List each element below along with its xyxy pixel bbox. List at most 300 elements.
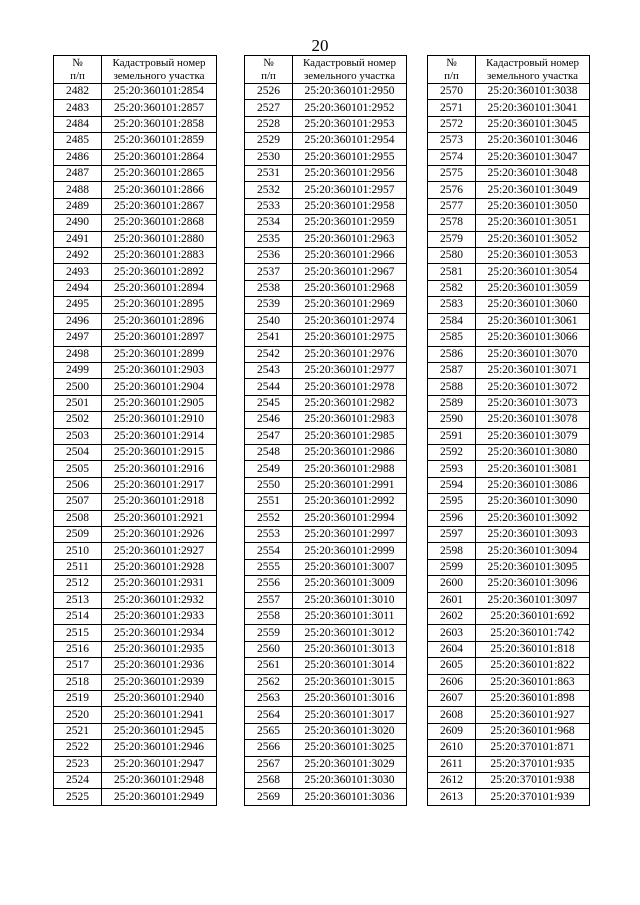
row-number-cell: 2606 [428, 674, 476, 690]
row-number-cell: 2487 [54, 166, 102, 182]
cadastral-number-cell: 25:20:360101:3059 [476, 280, 590, 296]
row-number-cell: 2510 [54, 543, 102, 559]
header-number-line2: п/п [444, 69, 459, 82]
row-number-cell: 2590 [428, 412, 476, 428]
row-number-cell: 2581 [428, 264, 476, 280]
row-number-cell: 2565 [245, 723, 293, 739]
table-row [54, 477, 217, 493]
cadastral-number-cell: 25:20:360101:3072 [476, 379, 590, 395]
row-number-cell: 2528 [245, 116, 293, 132]
row-number-cell: 2553 [245, 526, 293, 542]
table-row [54, 444, 217, 460]
header-cadastral-line2: земельного участка [113, 69, 205, 82]
row-number-cell: 2493 [54, 264, 102, 280]
table-row [245, 444, 407, 460]
cadastral-number-cell: 25:20:360101:3080 [476, 444, 590, 460]
row-number-cell: 2505 [54, 461, 102, 477]
cadastral-number-cell: 25:20:360101:2976 [293, 346, 407, 362]
table-row [428, 461, 590, 477]
cadastral-number-cell: 25:20:360101:2959 [293, 215, 407, 231]
table-row [54, 346, 217, 362]
cadastral-number-cell: 25:20:360101:2866 [102, 182, 217, 198]
cadastral-number-cell: 25:20:360101:2985 [293, 428, 407, 444]
cadastral-number-cell: 25:20:360101:2953 [293, 116, 407, 132]
header-cadastral [293, 56, 407, 84]
table-row [245, 576, 407, 592]
row-number-cell: 2483 [54, 100, 102, 116]
header-cadastral [102, 56, 217, 84]
cadastral-number-cell: 25:20:360101:2956 [293, 166, 407, 182]
table-row [245, 166, 407, 182]
table-row [54, 100, 217, 116]
row-number-cell: 2556 [245, 576, 293, 592]
cadastral-number-cell: 25:20:360101:2895 [102, 297, 217, 313]
cadastral-number-cell: 25:20:360101:2935 [102, 641, 217, 657]
row-number-cell: 2610 [428, 740, 476, 756]
row-number-cell: 2500 [54, 379, 102, 395]
table-row [54, 280, 217, 296]
table-row [54, 723, 217, 739]
cadastral-number-cell: 25:20:360101:3020 [293, 723, 407, 739]
table-row [54, 116, 217, 132]
row-number-cell: 2608 [428, 707, 476, 723]
row-number-cell: 2601 [428, 592, 476, 608]
header-number-line1: № [446, 56, 457, 69]
table-row [428, 756, 590, 772]
row-number-cell: 2544 [245, 379, 293, 395]
cadastral-number-cell: 25:20:360101:3038 [476, 84, 590, 100]
table-row [245, 297, 407, 313]
table-row [54, 526, 217, 542]
cadastral-number-cell: 25:20:360101:863 [476, 674, 590, 690]
row-number-cell: 2555 [245, 559, 293, 575]
cadastral-number-cell: 25:20:360101:2946 [102, 740, 217, 756]
cadastral-number-cell: 25:20:360101:3048 [476, 166, 590, 182]
cadastral-number-cell: 25:20:360101:2927 [102, 543, 217, 559]
cadastral-number-cell: 25:20:360101:2916 [102, 461, 217, 477]
cadastral-number-cell: 25:20:360101:2983 [293, 412, 407, 428]
row-number-cell: 2578 [428, 215, 476, 231]
table-row [428, 297, 590, 313]
row-number-cell: 2568 [245, 773, 293, 789]
table-row [245, 346, 407, 362]
cadastral-number-cell: 25:20:360101:898 [476, 691, 590, 707]
table-row [245, 100, 407, 116]
row-number-cell: 2543 [245, 362, 293, 378]
cadastral-number-cell: 25:20:360101:3090 [476, 494, 590, 510]
row-number-cell: 2572 [428, 116, 476, 132]
table-row [54, 313, 217, 329]
cadastral-table-2 [244, 55, 407, 806]
row-number-cell: 2588 [428, 379, 476, 395]
cadastral-number-cell: 25:20:360101:3061 [476, 313, 590, 329]
table-row [54, 756, 217, 772]
cadastral-number-cell: 25:20:360101:2868 [102, 215, 217, 231]
row-number-cell: 2576 [428, 182, 476, 198]
row-number-cell: 2508 [54, 510, 102, 526]
table-row [245, 609, 407, 625]
cadastral-number-cell: 25:20:360101:3081 [476, 461, 590, 477]
row-number-cell: 2509 [54, 526, 102, 542]
table-row [245, 215, 407, 231]
row-number-cell: 2541 [245, 330, 293, 346]
cadastral-number-cell: 25:20:370101:935 [476, 756, 590, 772]
table-row [245, 248, 407, 264]
table-row [428, 609, 590, 625]
table-row [428, 395, 590, 411]
cadastral-number-cell: 25:20:360101:2954 [293, 133, 407, 149]
header-cadastral-line2: земельного участка [486, 69, 579, 82]
table-row [428, 379, 590, 395]
row-number-cell: 2511 [54, 559, 102, 575]
table-row [245, 658, 407, 674]
table-row [245, 559, 407, 575]
table-row [54, 609, 217, 625]
cadastral-number-cell: 25:20:360101:2934 [102, 625, 217, 641]
cadastral-number-cell: 25:20:360101:3086 [476, 477, 590, 493]
row-number-cell: 2513 [54, 592, 102, 608]
cadastral-number-cell: 25:20:360101:3051 [476, 215, 590, 231]
row-number-cell: 2545 [245, 395, 293, 411]
cadastral-number-cell: 25:20:360101:742 [476, 625, 590, 641]
cadastral-number-cell: 25:20:360101:3036 [293, 789, 407, 805]
table-row [54, 428, 217, 444]
row-number-cell: 2496 [54, 313, 102, 329]
row-number-cell: 2514 [54, 609, 102, 625]
header-cadastral-line1: Кадастровый номер [485, 56, 580, 69]
table-row [245, 691, 407, 707]
row-number-cell: 2485 [54, 133, 102, 149]
cadastral-number-cell: 25:20:360101:2947 [102, 756, 217, 772]
row-number-cell: 2564 [245, 707, 293, 723]
row-number-cell: 2611 [428, 756, 476, 772]
row-number-cell: 2552 [245, 510, 293, 526]
cadastral-number-cell: 25:20:360101:2966 [293, 248, 407, 264]
row-number-cell: 2520 [54, 707, 102, 723]
row-number-cell: 2598 [428, 543, 476, 559]
row-number-cell: 2521 [54, 723, 102, 739]
row-number-cell: 2593 [428, 461, 476, 477]
page-number: 20 [311, 36, 329, 55]
row-number-cell: 2582 [428, 280, 476, 296]
row-number-cell: 2595 [428, 494, 476, 510]
row-number-cell: 2540 [245, 313, 293, 329]
row-number-cell: 2526 [245, 84, 293, 100]
table-row [245, 723, 407, 739]
table-header-row [428, 56, 590, 84]
table-row [428, 166, 590, 182]
table-row [428, 330, 590, 346]
row-number-cell: 2497 [54, 330, 102, 346]
cadastral-number-cell: 25:20:360101:2932 [102, 592, 217, 608]
cadastral-number-cell: 25:20:360101:2859 [102, 133, 217, 149]
cadastral-number-cell: 25:20:360101:2903 [102, 362, 217, 378]
row-number-cell: 2524 [54, 773, 102, 789]
row-number-cell: 2501 [54, 395, 102, 411]
cadastral-number-cell: 25:20:360101:3050 [476, 198, 590, 214]
cadastral-number-cell: 25:20:360101:3094 [476, 543, 590, 559]
cadastral-number-cell: 25:20:360101:2997 [293, 526, 407, 542]
cadastral-number-cell: 25:20:360101:3053 [476, 248, 590, 264]
cadastral-number-cell: 25:20:360101:2958 [293, 198, 407, 214]
cadastral-number-cell: 25:20:360101:927 [476, 707, 590, 723]
header-cadastral-line1: Кадастровый номер [302, 56, 397, 69]
cadastral-number-cell: 25:20:360101:2864 [102, 149, 217, 165]
table-row [428, 592, 590, 608]
row-number-cell: 2489 [54, 198, 102, 214]
cadastral-number-cell: 25:20:360101:3046 [476, 133, 590, 149]
table-row [428, 658, 590, 674]
cadastral-number-cell: 25:20:360101:2867 [102, 198, 217, 214]
table-row [54, 707, 217, 723]
cadastral-number-cell: 25:20:360101:3095 [476, 559, 590, 575]
cadastral-number-cell: 25:20:360101:2905 [102, 395, 217, 411]
table-row [245, 740, 407, 756]
header-number-line2: п/п [70, 69, 85, 82]
cadastral-number-cell: 25:20:360101:2915 [102, 444, 217, 460]
table-row [428, 494, 590, 510]
table-row [245, 592, 407, 608]
row-number-cell: 2554 [245, 543, 293, 559]
row-number-cell: 2586 [428, 346, 476, 362]
row-number-cell: 2605 [428, 658, 476, 674]
table-row [245, 231, 407, 247]
table-row [428, 543, 590, 559]
cadastral-number-cell: 25:20:360101:2969 [293, 297, 407, 313]
table-row [54, 84, 217, 100]
table-row [245, 379, 407, 395]
cadastral-number-cell: 25:20:360101:3093 [476, 526, 590, 542]
table-row [54, 576, 217, 592]
cadastral-number-cell: 25:20:360101:3096 [476, 576, 590, 592]
cadastral-number-cell: 25:20:360101:2918 [102, 494, 217, 510]
row-number-cell: 2492 [54, 248, 102, 264]
row-number-cell: 2491 [54, 231, 102, 247]
row-number-cell: 2602 [428, 609, 476, 625]
row-number-cell: 2613 [428, 789, 476, 805]
row-number-cell: 2546 [245, 412, 293, 428]
cadastral-number-cell: 25:20:360101:822 [476, 658, 590, 674]
cadastral-number-cell: 25:20:360101:2933 [102, 609, 217, 625]
header-cadastral-line1: Кадастровый номер [112, 56, 206, 69]
row-number-cell: 2529 [245, 133, 293, 149]
row-number-cell: 2512 [54, 576, 102, 592]
row-number-cell: 2548 [245, 444, 293, 460]
table-row [54, 789, 217, 805]
cadastral-number-cell: 25:20:360101:3012 [293, 625, 407, 641]
table-row [54, 412, 217, 428]
row-number-cell: 2549 [245, 461, 293, 477]
table-header-row [54, 56, 217, 84]
row-number-cell: 2482 [54, 84, 102, 100]
table-row [54, 182, 217, 198]
table-row [54, 559, 217, 575]
cadastral-number-cell: 25:20:360101:3017 [293, 707, 407, 723]
table-row [54, 740, 217, 756]
row-number-cell: 2573 [428, 133, 476, 149]
cadastral-number-cell: 25:20:360101:3009 [293, 576, 407, 592]
cadastral-number-cell: 25:20:360101:2917 [102, 477, 217, 493]
table-row [428, 428, 590, 444]
cadastral-number-cell: 25:20:360101:818 [476, 641, 590, 657]
cadastral-number-cell: 25:20:360101:2910 [102, 412, 217, 428]
table-row [428, 133, 590, 149]
row-number-cell: 2575 [428, 166, 476, 182]
cadastral-number-cell: 25:20:360101:3092 [476, 510, 590, 526]
row-number-cell: 2583 [428, 297, 476, 313]
cadastral-number-cell: 25:20:360101:2945 [102, 723, 217, 739]
cadastral-number-cell: 25:20:360101:2880 [102, 231, 217, 247]
cadastral-number-cell: 25:20:360101:3014 [293, 658, 407, 674]
table-row [54, 658, 217, 674]
row-number-cell: 2504 [54, 444, 102, 460]
cadastral-number-cell: 25:20:360101:2940 [102, 691, 217, 707]
table-row [245, 756, 407, 772]
cadastral-number-cell: 25:20:360101:3049 [476, 182, 590, 198]
row-number-cell: 2580 [428, 248, 476, 264]
row-number-cell: 2612 [428, 773, 476, 789]
cadastral-number-cell: 25:20:360101:2899 [102, 346, 217, 362]
row-number-cell: 2522 [54, 740, 102, 756]
row-number-cell: 2515 [54, 625, 102, 641]
row-number-cell: 2557 [245, 592, 293, 608]
cadastral-number-cell: 25:20:360101:2865 [102, 166, 217, 182]
table-row [428, 116, 590, 132]
table-row [54, 510, 217, 526]
cadastral-number-cell: 25:20:360101:2897 [102, 330, 217, 346]
cadastral-number-cell: 25:20:360101:3011 [293, 609, 407, 625]
table-row [428, 100, 590, 116]
cadastral-number-cell: 25:20:360101:2904 [102, 379, 217, 395]
table-row [54, 330, 217, 346]
row-number-cell: 2599 [428, 559, 476, 575]
table-row [245, 477, 407, 493]
cadastral-number-cell: 25:20:360101:2894 [102, 280, 217, 296]
cadastral-number-cell: 25:20:360101:3073 [476, 395, 590, 411]
row-number-cell: 2498 [54, 346, 102, 362]
table-row [54, 198, 217, 214]
header-cadastral-line2: земельного участка [303, 69, 396, 82]
row-number-cell: 2499 [54, 362, 102, 378]
row-number-cell: 2530 [245, 149, 293, 165]
row-number-cell: 2603 [428, 625, 476, 641]
table-row [245, 149, 407, 165]
table-row [54, 494, 217, 510]
cadastral-number-cell: 25:20:370101:938 [476, 773, 590, 789]
cadastral-number-cell: 25:20:360101:3047 [476, 149, 590, 165]
row-number-cell: 2547 [245, 428, 293, 444]
table-row [245, 674, 407, 690]
table-row [54, 773, 217, 789]
cadastral-number-cell: 25:20:360101:2892 [102, 264, 217, 280]
table-row [428, 526, 590, 542]
row-number-cell: 2507 [54, 494, 102, 510]
table-row [54, 264, 217, 280]
cadastral-number-cell: 25:20:360101:3060 [476, 297, 590, 313]
cadastral-number-cell: 25:20:360101:3045 [476, 116, 590, 132]
table-row [245, 116, 407, 132]
row-number-cell: 2532 [245, 182, 293, 198]
table-row [428, 740, 590, 756]
row-number-cell: 2484 [54, 116, 102, 132]
cadastral-number-cell: 25:20:360101:2883 [102, 248, 217, 264]
table-row [54, 149, 217, 165]
row-number-cell: 2502 [54, 412, 102, 428]
row-number-cell: 2527 [245, 100, 293, 116]
cadastral-number-cell: 25:20:360101:2939 [102, 674, 217, 690]
cadastral-number-cell: 25:20:360101:968 [476, 723, 590, 739]
table-row [245, 313, 407, 329]
table-row [54, 231, 217, 247]
cadastral-number-cell: 25:20:360101:3007 [293, 559, 407, 575]
row-number-cell: 2525 [54, 789, 102, 805]
table-row [245, 280, 407, 296]
cadastral-number-cell: 25:20:360101:2926 [102, 526, 217, 542]
cadastral-number-cell: 25:20:360101:2986 [293, 444, 407, 460]
table-row [54, 395, 217, 411]
table-row [245, 625, 407, 641]
row-number-cell: 2551 [245, 494, 293, 510]
cadastral-number-cell: 25:20:360101:2854 [102, 84, 217, 100]
table-row [245, 494, 407, 510]
table-row [428, 149, 590, 165]
header-number-line1: № [72, 56, 83, 69]
table-row [54, 215, 217, 231]
row-number-cell: 2503 [54, 428, 102, 444]
row-number-cell: 2571 [428, 100, 476, 116]
cadastral-number-cell: 25:20:360101:3071 [476, 362, 590, 378]
table-row [428, 412, 590, 428]
row-number-cell: 2490 [54, 215, 102, 231]
table-row [428, 182, 590, 198]
cadastral-number-cell: 25:20:360101:2994 [293, 510, 407, 526]
cadastral-number-cell: 25:20:360101:2977 [293, 362, 407, 378]
cadastral-number-cell: 25:20:360101:2936 [102, 658, 217, 674]
table-row [428, 280, 590, 296]
table-row [428, 789, 590, 805]
row-number-cell: 2594 [428, 477, 476, 493]
cadastral-table-1 [53, 55, 217, 806]
header-number [54, 56, 102, 84]
row-number-cell: 2494 [54, 280, 102, 296]
header-number [245, 56, 293, 84]
row-number-cell: 2506 [54, 477, 102, 493]
cadastral-table-3 [427, 55, 590, 806]
table-row [428, 477, 590, 493]
table-row [245, 264, 407, 280]
row-number-cell: 2596 [428, 510, 476, 526]
cadastral-number-cell: 25:20:360101:2948 [102, 773, 217, 789]
cadastral-number-cell: 25:20:360101:2952 [293, 100, 407, 116]
cadastral-number-cell: 25:20:360101:3054 [476, 264, 590, 280]
cadastral-number-cell: 25:20:360101:2963 [293, 231, 407, 247]
row-number-cell: 2535 [245, 231, 293, 247]
row-number-cell: 2517 [54, 658, 102, 674]
cadastral-number-cell: 25:20:360101:3013 [293, 641, 407, 657]
cadastral-number-cell: 25:20:360101:2999 [293, 543, 407, 559]
row-number-cell: 2516 [54, 641, 102, 657]
table-row [54, 248, 217, 264]
table-row [245, 395, 407, 411]
row-number-cell: 2566 [245, 740, 293, 756]
row-number-cell: 2562 [245, 674, 293, 690]
table-row [54, 543, 217, 559]
cadastral-number-cell: 25:20:360101:3066 [476, 330, 590, 346]
row-number-cell: 2523 [54, 756, 102, 772]
cadastral-number-cell: 25:20:360101:2857 [102, 100, 217, 116]
cadastral-number-cell: 25:20:360101:2975 [293, 330, 407, 346]
row-number-cell: 2587 [428, 362, 476, 378]
